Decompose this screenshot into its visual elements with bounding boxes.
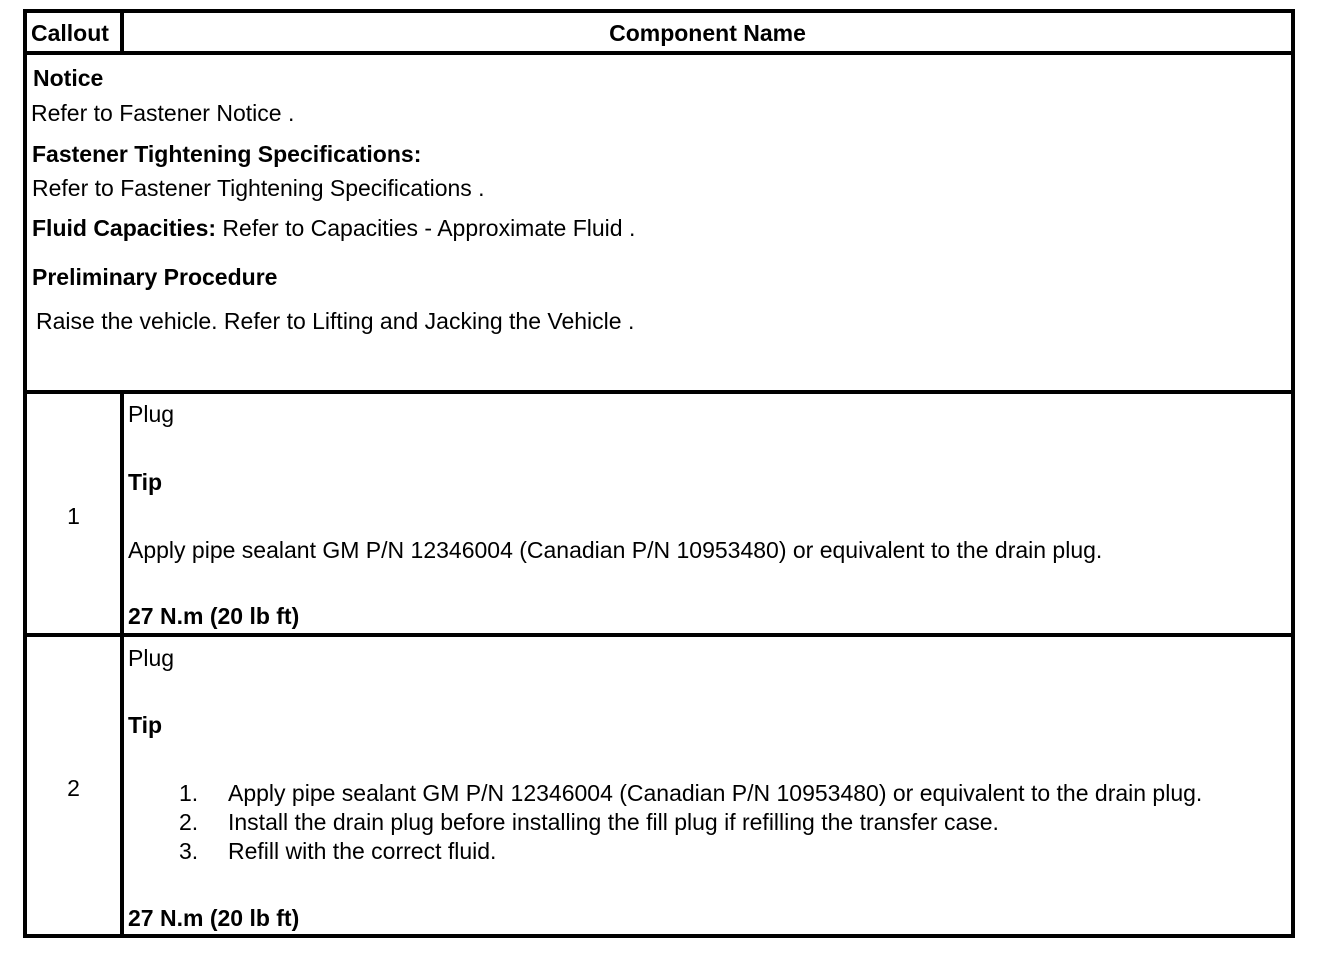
row-2-component-name: Plug (128, 645, 175, 671)
fastener-heading: Fastener Tightening Specifications: (32, 141, 422, 167)
row-1-component-name: Plug (128, 401, 175, 427)
row-2-torque: 27 N.m (20 lb ft) (128, 905, 300, 931)
notice-heading: Notice (33, 65, 104, 91)
fastener-text: Refer to Fastener Tightening Specifications . (32, 175, 485, 201)
fluid-capacities (32, 215, 635, 241)
step-1-number: 1. (179, 780, 199, 806)
step-3-text: Refill with the correct fluid. (228, 838, 497, 864)
header-divider (27, 51, 1291, 55)
header-component-name: Component Name (609, 20, 806, 46)
notice-text: Refer to Fastener Notice . (31, 100, 295, 126)
row-2-callout: 2 (67, 775, 80, 801)
preliminary-heading: Preliminary Procedure (32, 264, 278, 290)
step-1-text: Apply pipe sealant GM P/N 12346004 (Canadian P/N 10953480) or equivalent to the drain plug. (228, 780, 1203, 806)
step-2-text: Install the drain plug before installing the fill plug if refilling the transfer case. (228, 809, 999, 835)
row-column-divider (120, 390, 124, 938)
preliminary-text: Raise the vehicle. Refer to Lifting and Jacking the Vehicle . (36, 308, 635, 334)
fluid-text: Refer to Capacities - Approximate Fluid . (216, 215, 636, 241)
row-divider (27, 633, 1291, 637)
row-2-tip-label: Tip (128, 712, 163, 738)
row-1-torque: 27 N.m (20 lb ft) (128, 603, 300, 629)
fluid-label: Fluid Capacities: (32, 215, 217, 241)
row-1-callout: 1 (67, 503, 80, 529)
row-1-tip-label: Tip (128, 469, 163, 495)
header-callout: Callout (31, 20, 109, 46)
intro-divider (27, 390, 1291, 394)
step-3-number: 3. (179, 838, 199, 864)
row-1-tip-text: Apply pipe sealant GM P/N 12346004 (Canadian P/N 10953480) or equivalent to the drain plug. (128, 537, 1103, 563)
step-2-number: 2. (179, 809, 199, 835)
procedure-table (23, 9, 1295, 938)
